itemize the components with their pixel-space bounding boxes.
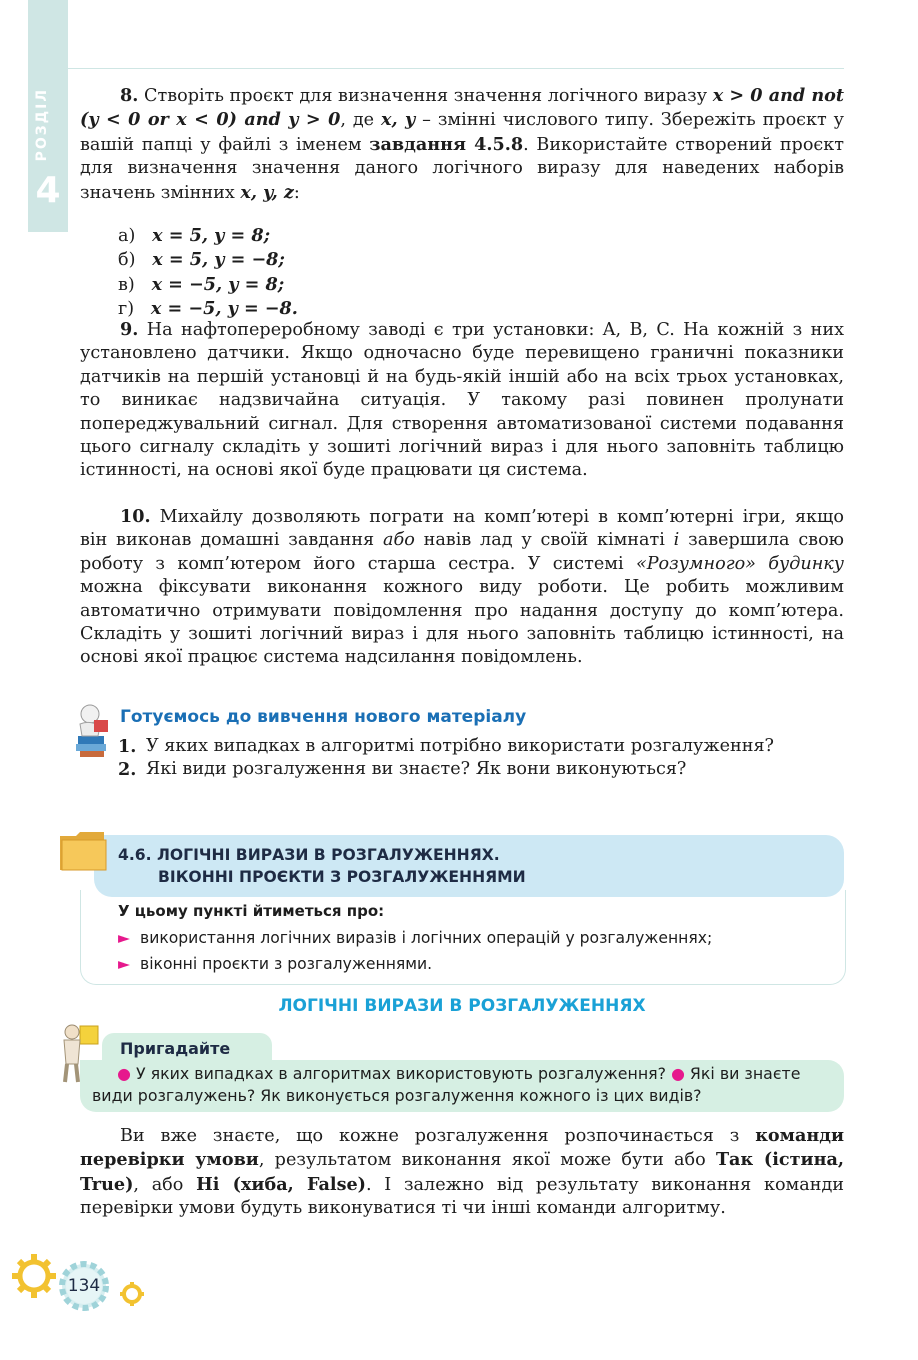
remember-box — [80, 1060, 844, 1112]
body-paragraph: Ви вже знаєте, що кожне розгалуження розпочинається з команди перевірки умови, результатом виконання якої може бути або Так (істина, True), або Ні (хиба, False). І залежно від результату виконання команди перевірки умови будуть виконуватися ті чи інші команди алгоритму. — [80, 1125, 845, 1219]
section-about: У цьому пункті йтиметься про: — [118, 902, 385, 920]
task-8: 8. Створіть проєкт для визначення значення логічного виразу x > 0 and not (y < 0 or x < 0) and y > 0, де x, y – змінні числового типу. Збережіть проєкт у вашій папці у файлі з іменем завдання 4.5.8. Використайте створений проєкт для визначення значення даного логічного виразу для наведених наборів значень змінних x, y, z: — [80, 85, 845, 203]
task-9: 9. На нафтопереробному заводі є три установки: A, B, C. На кожній з них установлено датчики. Якщо одночасно буде перевищено граничні показники датчиків на першій установці й на будь-якій іншій або на всіх трьох установках, то виникає надзвичайна ситуація. У такому разі повинен пролунати попереджувальний сигнал. Для створення автоматизованої системи подавання цього сигналу складіть у зошиті логічний вираз і для нього заповніть таблицю істинності, на основі якої буде працювати ця система. — [80, 319, 844, 481]
list-item: ► віконні проєкти з розгалуженнями. — [118, 955, 433, 973]
boy-reading-icon — [66, 700, 116, 758]
task-8-expression: x > 0 and not (y < 0 or x < 0) and y > 0 — [80, 85, 845, 131]
remember-tab — [102, 1033, 272, 1063]
remember-text: ● У яких випадках в алгоритмах використовують розгалуження? ● Які ви знаєте види розгалужень? Як виконується розгалуження кожного із цих видів? — [92, 1064, 801, 1105]
section-title-line1: 4.6. ЛОГІЧНІ ВИРАЗИ В РОЗГАЛУЖЕННЯХ. — [118, 846, 500, 864]
section-header — [94, 835, 844, 897]
remember-title: Пригадайте — [120, 1039, 231, 1058]
task-10: 10. Михайлу дозволяють пограти на комп’ютері в комп’ютерні ігри, якщо він виконав домашні завдання або навів лад у своїй кімнаті і завершила свою роботу з комп’ютером його старша сестра. У системі «Розумного» будинку можна фіксувати виконання кожного виду роботи. Це робить можливим автоматично отримувати повідомлення про надання доступу до комп’ютера. Складіть у зошиті логічний вираз і для нього заповніть таблицю істинності, на основі якої працює система надсилання повідомлень. — [80, 506, 844, 668]
list-item: 2. Які види розгалуження ви знаєте? Як вони виконуються? — [118, 759, 687, 781]
option-row: б) x = 5, y = −8; — [118, 249, 285, 271]
section-title-line2: ВІКОННІ ПРОЄКТИ З РОЗГАЛУЖЕННЯМИ — [158, 868, 526, 886]
option-row: г) x = −5, y = −8. — [118, 298, 298, 320]
chapter-tab — [28, 0, 68, 232]
chapter-word: РОЗДІЛ — [34, 88, 50, 162]
option-row: а) x = 5, y = 8; — [118, 225, 271, 246]
chapter-number: 4 — [35, 170, 61, 211]
list-item: 1. У яких випадках в алгоритмі потрібно використати розгалуження? — [118, 736, 774, 757]
subsection-heading: ЛОГІЧНІ ВИРАЗИ В РОЗГАЛУЖЕННЯХ — [278, 996, 646, 1016]
triangle-bullet-icon: ► — [118, 955, 130, 973]
page-number: 134 — [67, 1276, 101, 1296]
bullet-dot-icon: ● — [117, 1064, 131, 1083]
option-row: в) x = −5, y = 8; — [118, 273, 285, 295]
bullet-dot-icon: ● — [671, 1064, 685, 1083]
task-8-filename: завдання 4.5.8 — [369, 133, 524, 155]
prep-list — [118, 735, 844, 782]
top-rule — [68, 68, 844, 69]
prep-title: Готуємось до вивчення нового матеріалу — [120, 707, 527, 727]
folder-icon — [58, 830, 108, 872]
triangle-bullet-icon: ► — [118, 929, 130, 947]
task-8-options — [80, 224, 882, 322]
list-item: ► використання логічних виразів і логічних операцій у розгалуженнях; — [118, 929, 713, 947]
